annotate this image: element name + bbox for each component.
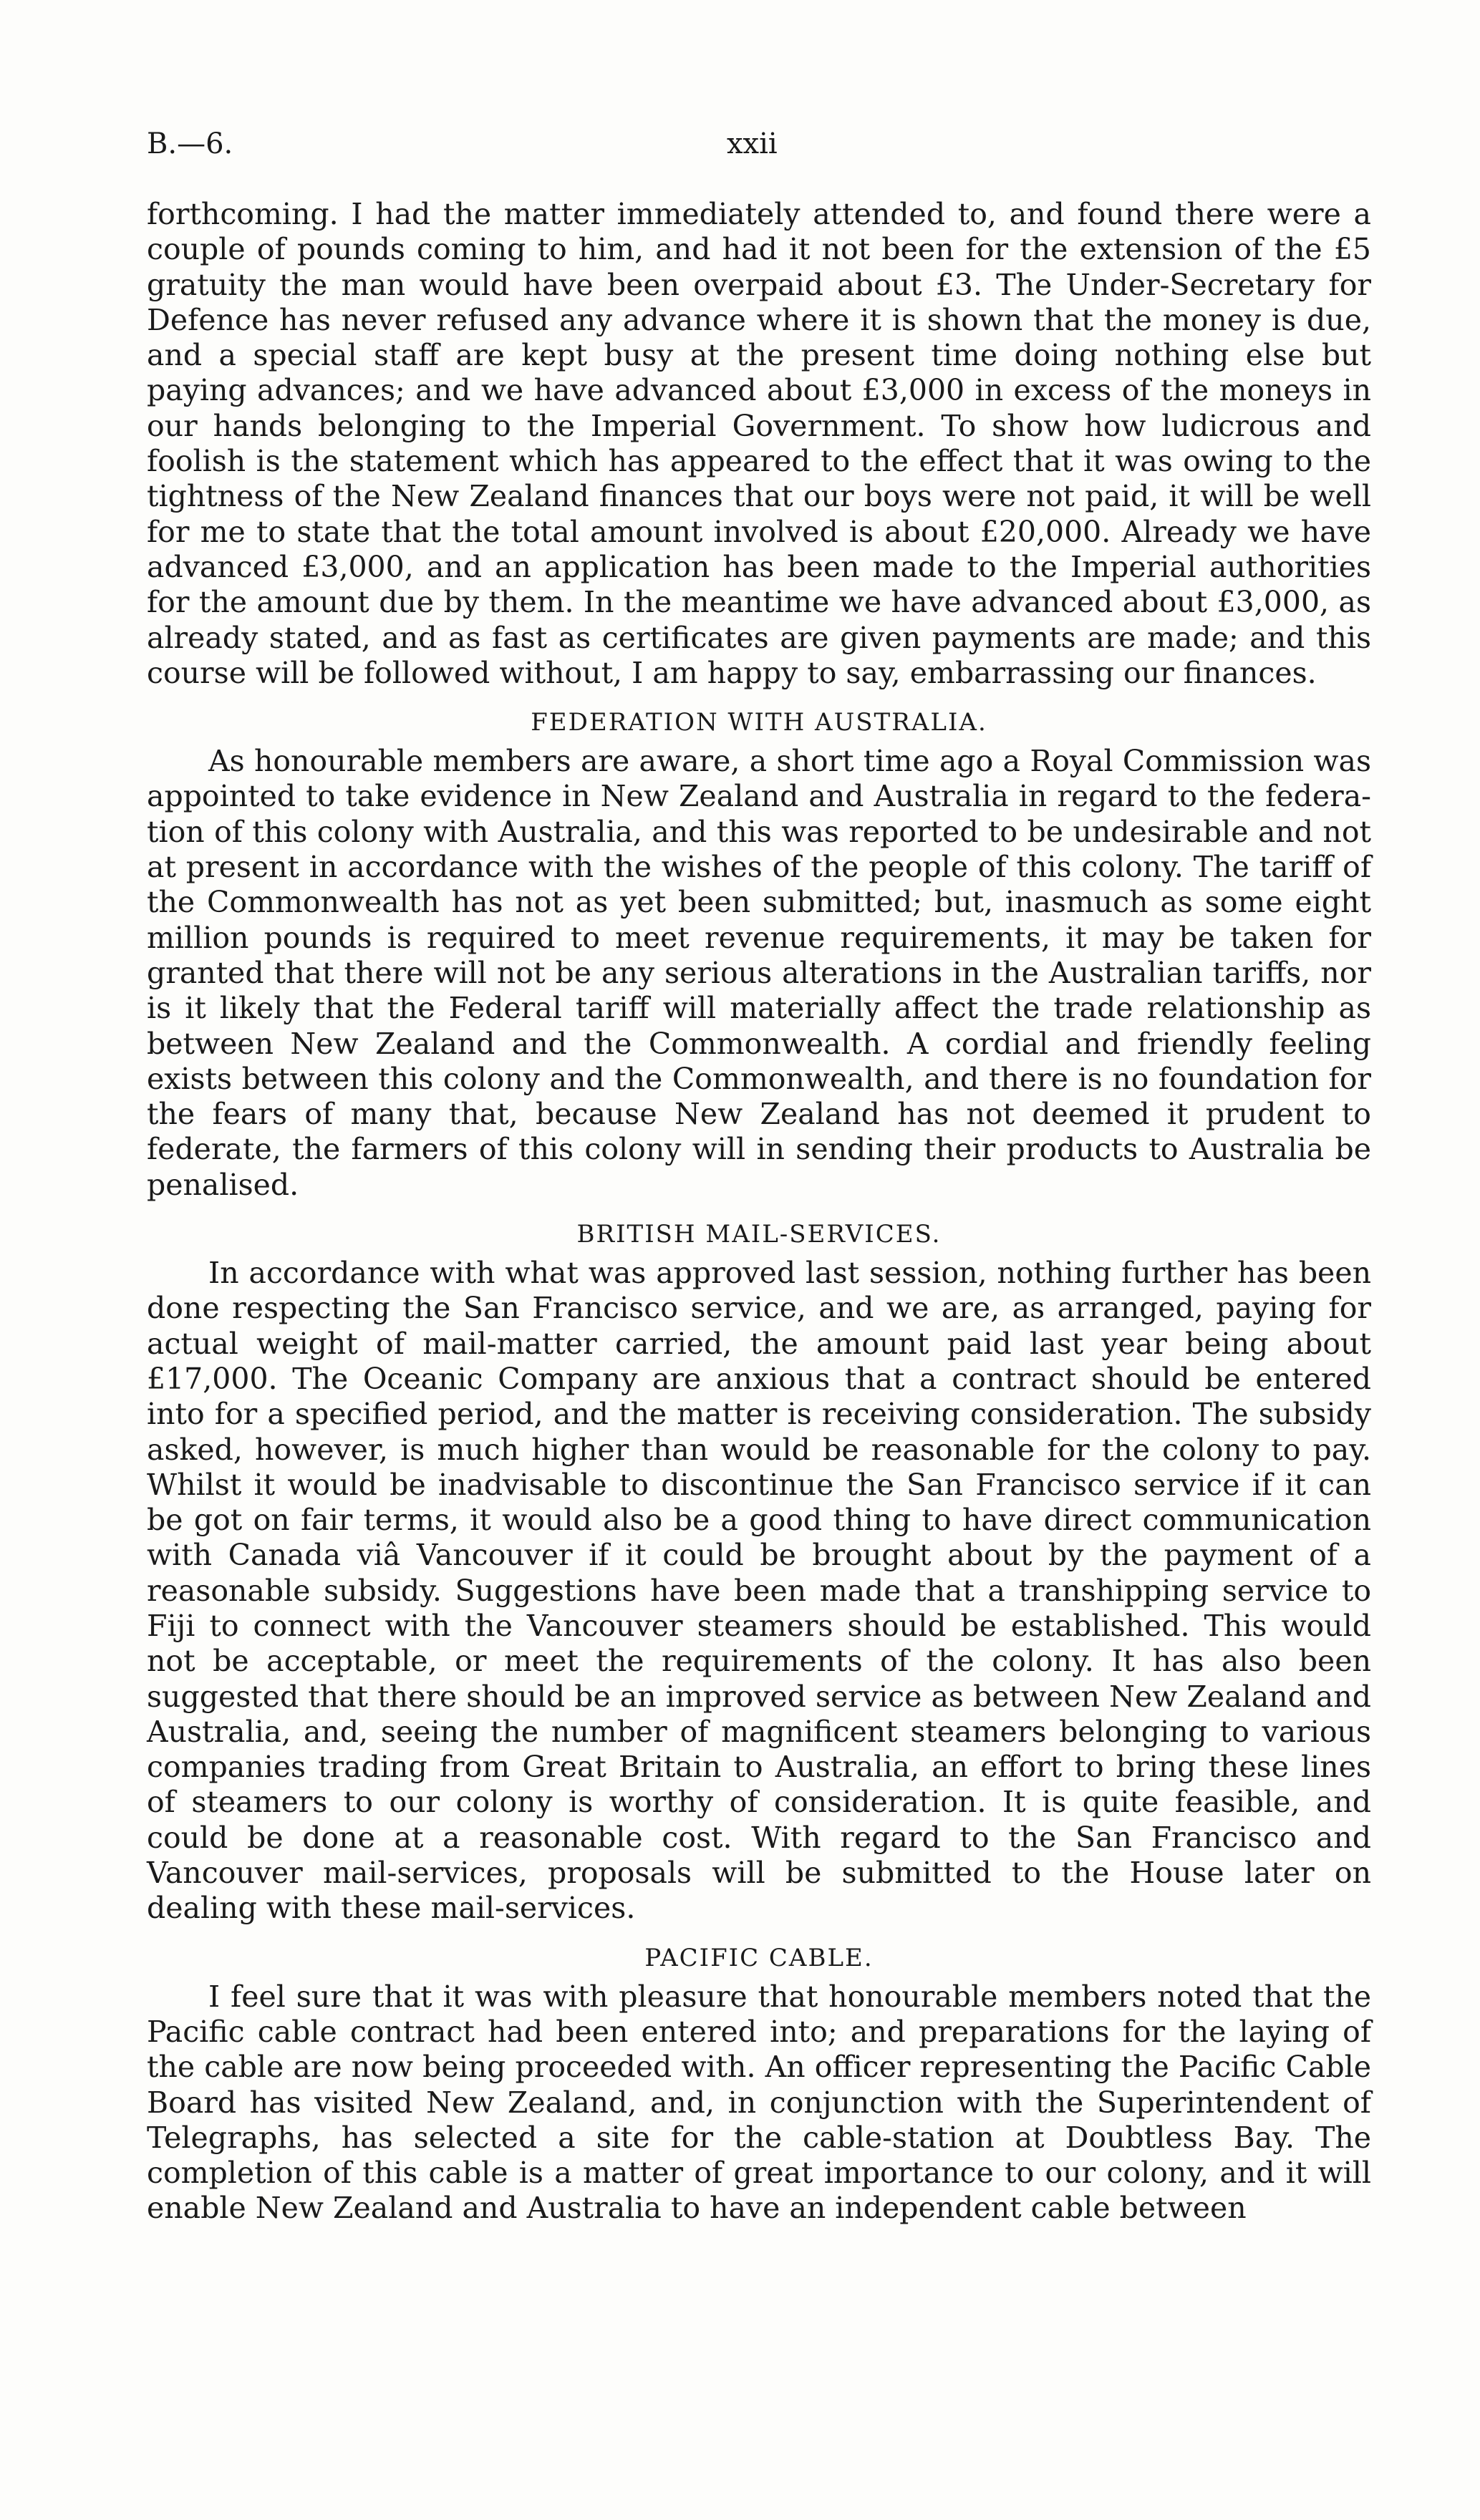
section-heading-mail-services: BRITISH MAIL-SERVICES. <box>576 1220 942 1249</box>
paragraph-continuation: forthcoming. I had the matter immediately attended to, and found there were a couple of pounds coming to him, and had it not been for the extension of the £5 gratuity the man would have been overpaid about £3. The Under-Secretary for Defence has never refused any advance where it is shown that the money is due, and a special staff are kept busy at the present time doing nothing else but paying advances; and we have advanced about £3,000 in excess of the moneys in our hands belonging to the Imperial Government. To show how ludicrous and foolish is the statement which has appeared to the effect that it was owing to the tightness of the New Zealand finances that our boys were not paid, it will be well for me to state that the total amount involved is about £20,000. Already we have advanced £3,000, and an application has been made to the Imperial authorities for the amount due by them. In the meantime we have advanced about £3,000, as already stated, and as fast as certificates are given payments are made; and this course will be followed without, I am happy to say, embarrassing our finances. <box>147 197 1371 690</box>
page-number: xxii <box>727 127 778 160</box>
document-body <box>147 197 1371 2226</box>
section-heading-pacific-cable: PACIFIC CABLE. <box>644 1943 874 1972</box>
section-heading-federation: FEDERATION WITH AUSTRALIA. <box>531 708 987 737</box>
paragraph-mail-services: In accordance with what was approved last session, nothing further has been done respecting the San Francisco service, and we are, as arranged, paying for actual weight of mail-matter carried, the amount paid last year being about £17,000. The Oceanic Company are anxious that a contract should be entered into for a specified period, and the matter is receiving consideration. The subsidy asked, however, is much higher than would be reasonable for the colony to pay. Whilst it would be inadvisable to discontinue the San Francisco service if it can be got on fair terms, it would also be a good thing to have direct communication with Canada viâ Vancouver if it could be brought about by the payment of a reasonable subsidy. Suggestions have been made that a transhipping service to Fiji to connect with the Vancouver steamers should be established. This would not be acceptable, or meet the requirements of the colony. It has also been suggested that there should be an improved service as between New Zealand and Australia, and, seeing the number of magnificent steamers belonging to various companies trading from Great Britain to Australia, an effort to bring these lines of steamers to our colony is worthy of consideration. It is quite feasible, and could be done at a reasonable cost. With regard to the San Francisco and Vancouver mail-services, proposals will be submitted to the House later on dealing with these mail-services. <box>147 1256 1371 1926</box>
paragraph-pacific-cable: I feel sure that it was with pleasure that honourable members noted that the Pacific cable contract had been entered into; and preparations for the laying of the cable are now being proceeded with. An officer representing the Pacific Cable Board has visited New Zealand, and, in conjunction with the Superintendent of Telegraphs, has selected a site for the cable-station at Doubtless Bay. The completion of this cable is a matter of great importance to our colony, and it will enable New Zealand and Australia to have an independent cable between <box>147 1979 1371 2226</box>
document-reference: B.—6. <box>147 127 233 160</box>
page-header <box>147 127 1364 170</box>
paragraph-federation: As honourable members are aware, a short time ago a Royal Commission was appointed to take evidence in New Zealand and Australia in regard to the federation of this colony with Australia, and this was reported to be undesirable and not at present in accordance with the wishes of the people of this colony. The tariff of the Commonwealth has not as yet been submitted; but, inasmuch as some eight million pounds is required to meet revenue requirements, it may be taken for granted that there will not be any serious alterations in the Australian tariffs, nor is it likely that the Federal tariff will materially affect the trade relationship as between New Zealand and the Commonwealth. A cordial and friendly feeling exists between this colony and the Commonwealth, and there is no foundation for the fears of many that, because New Zealand has not deemed it prudent to federate, the farmers of this colony will in sending their products to Australia be penalised. <box>147 744 1371 1202</box>
